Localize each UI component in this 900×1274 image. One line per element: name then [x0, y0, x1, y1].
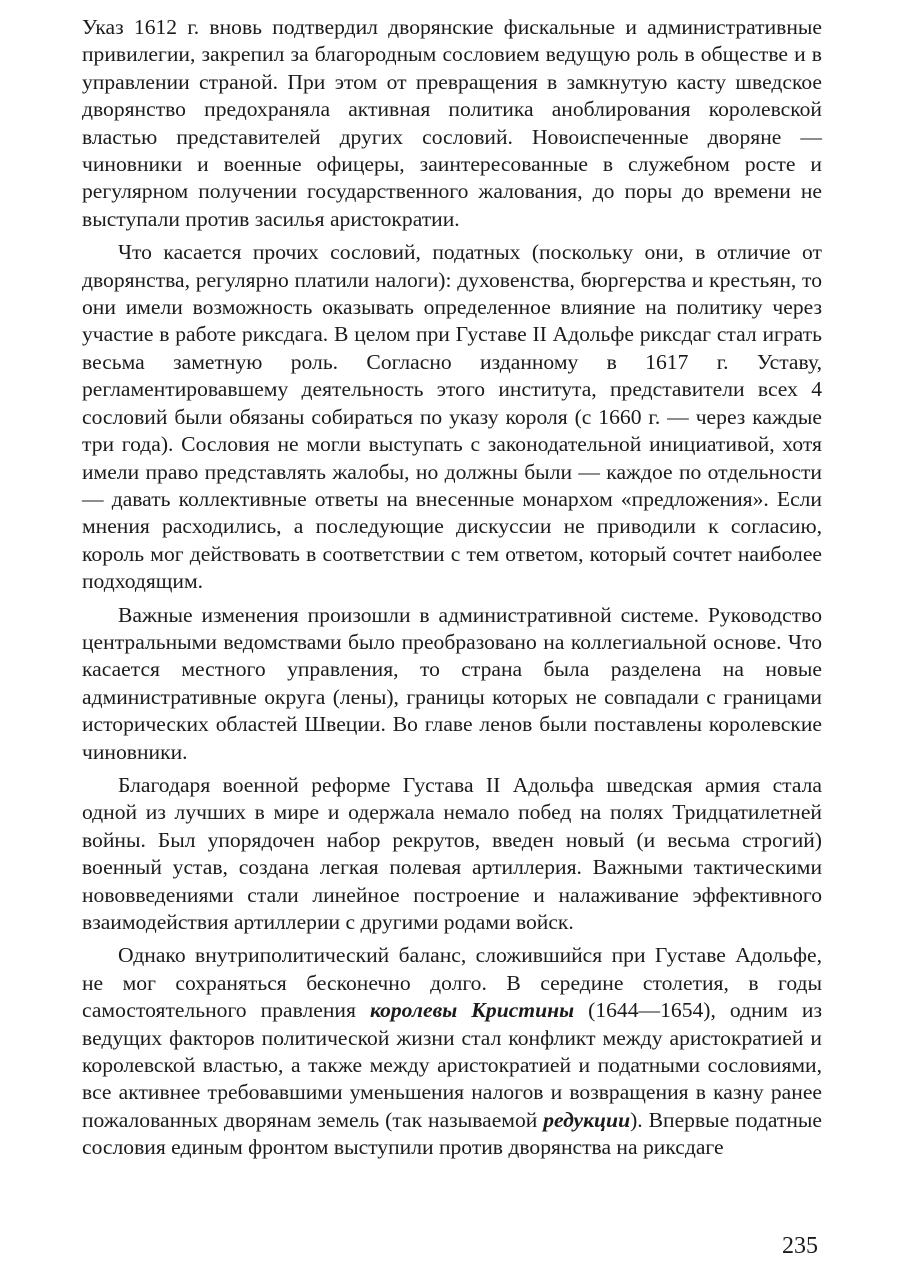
paragraph-political-balance	[82, 942, 822, 1161]
paragraph-text-segment: ). Впервые податные сословия единым фронтом выступили против дворянства на риксдаге	[82, 1107, 822, 1160]
paragraph-military-reform: Благодаря военной реформе Густава II Адольфа шведская армия стала одной из лучших в мире и одержала немало побед на полях Тридцатилетней войны. Был упорядочен набор рекрутов, введен новый (и весьма строгий) военный устав, создана легкая полевая артиллерия. Важными тактическими нововведениями стали линейное построение и налаживание эффективного взаимодействия артиллерии с другими родами войск.	[82, 772, 822, 934]
book-page-text	[82, 14, 822, 1168]
paragraph-estates-riksdag: Что касается прочих сословий, податных (поскольку они, в отличие от дворянства, регулярно платили налоги): духовенства, бюргерства и крестьян, то они имели возможность оказывать определенное влияние на политику через участие в работе риксдага. В целом при Густаве II Адольфе риксдаг стал играть весьма заметную роль. Согласно изданному в 1617 г. Уставу, регламентировавшему деятельность этого института, представители всех 4 сословий были обязаны собираться по указу короля (с 1660 г. — через каждые три года). Сословия не могли выступать с законодательной инициативой, хотя имели право представлять жалобы, но должны были — каждое по отдельности — давать коллективные ответы на внесенные монархом «предложения». Если мнения расходились, а последующие дискуссии не приводили к согласию, король мог действовать в соответствии с тем ответом, который сочтет наиболее подходящим.	[82, 240, 822, 594]
page-number: 235	[782, 1233, 818, 1259]
paragraph-nobility-privileges: Указ 1612 г. вновь подтвердил дворянские фискальные и административные привилегии, закрепил за благородным сословием ведущую роль в обществе и в управлении страной. При этом от превращения в замкнутую касту шведское дворянство предохраняла активная политика аноблирования королевской властью представителей других сословий. Новоиспеченные дворяне — чиновники и военные офицеры, заинтересованные в служебном росте и регулярном получении государственного жалования, до поры до времени не выступали против засилья аристократии.	[82, 15, 822, 231]
paragraph-administrative-changes: Важные изменения произошли в административной системе. Руководство центральными ведомствами было преобразовано на коллегиальной основе. Что касается местного управления, то страна была разделена на новые административные округа (лены), границы которых не совпадали с границами исторических областей Швеции. Во главе ленов были поставлены королевские чиновники.	[82, 602, 822, 764]
paragraph-text-segment: (1644—1654), одним из ведущих факторов политической жизни стал конфликт между аристократией и королевской властью, а также между аристократией и податными сословиями, все активнее требовавшими уменьшения налогов и возвращения в казну ранее пожалованных дворянам земель (так называемой	[82, 998, 823, 1132]
emphasis-queen-christina: королевы Кристины	[369, 998, 575, 1023]
emphasis-reduction: редукции	[543, 1107, 631, 1132]
paragraph-text-segment: Однако внутриполитический баланс, сложившийся при Густаве Адольфе, не мог сохраняться бесконечно долго. В середине столетия, в годы самостоятельного правления	[82, 943, 822, 1023]
